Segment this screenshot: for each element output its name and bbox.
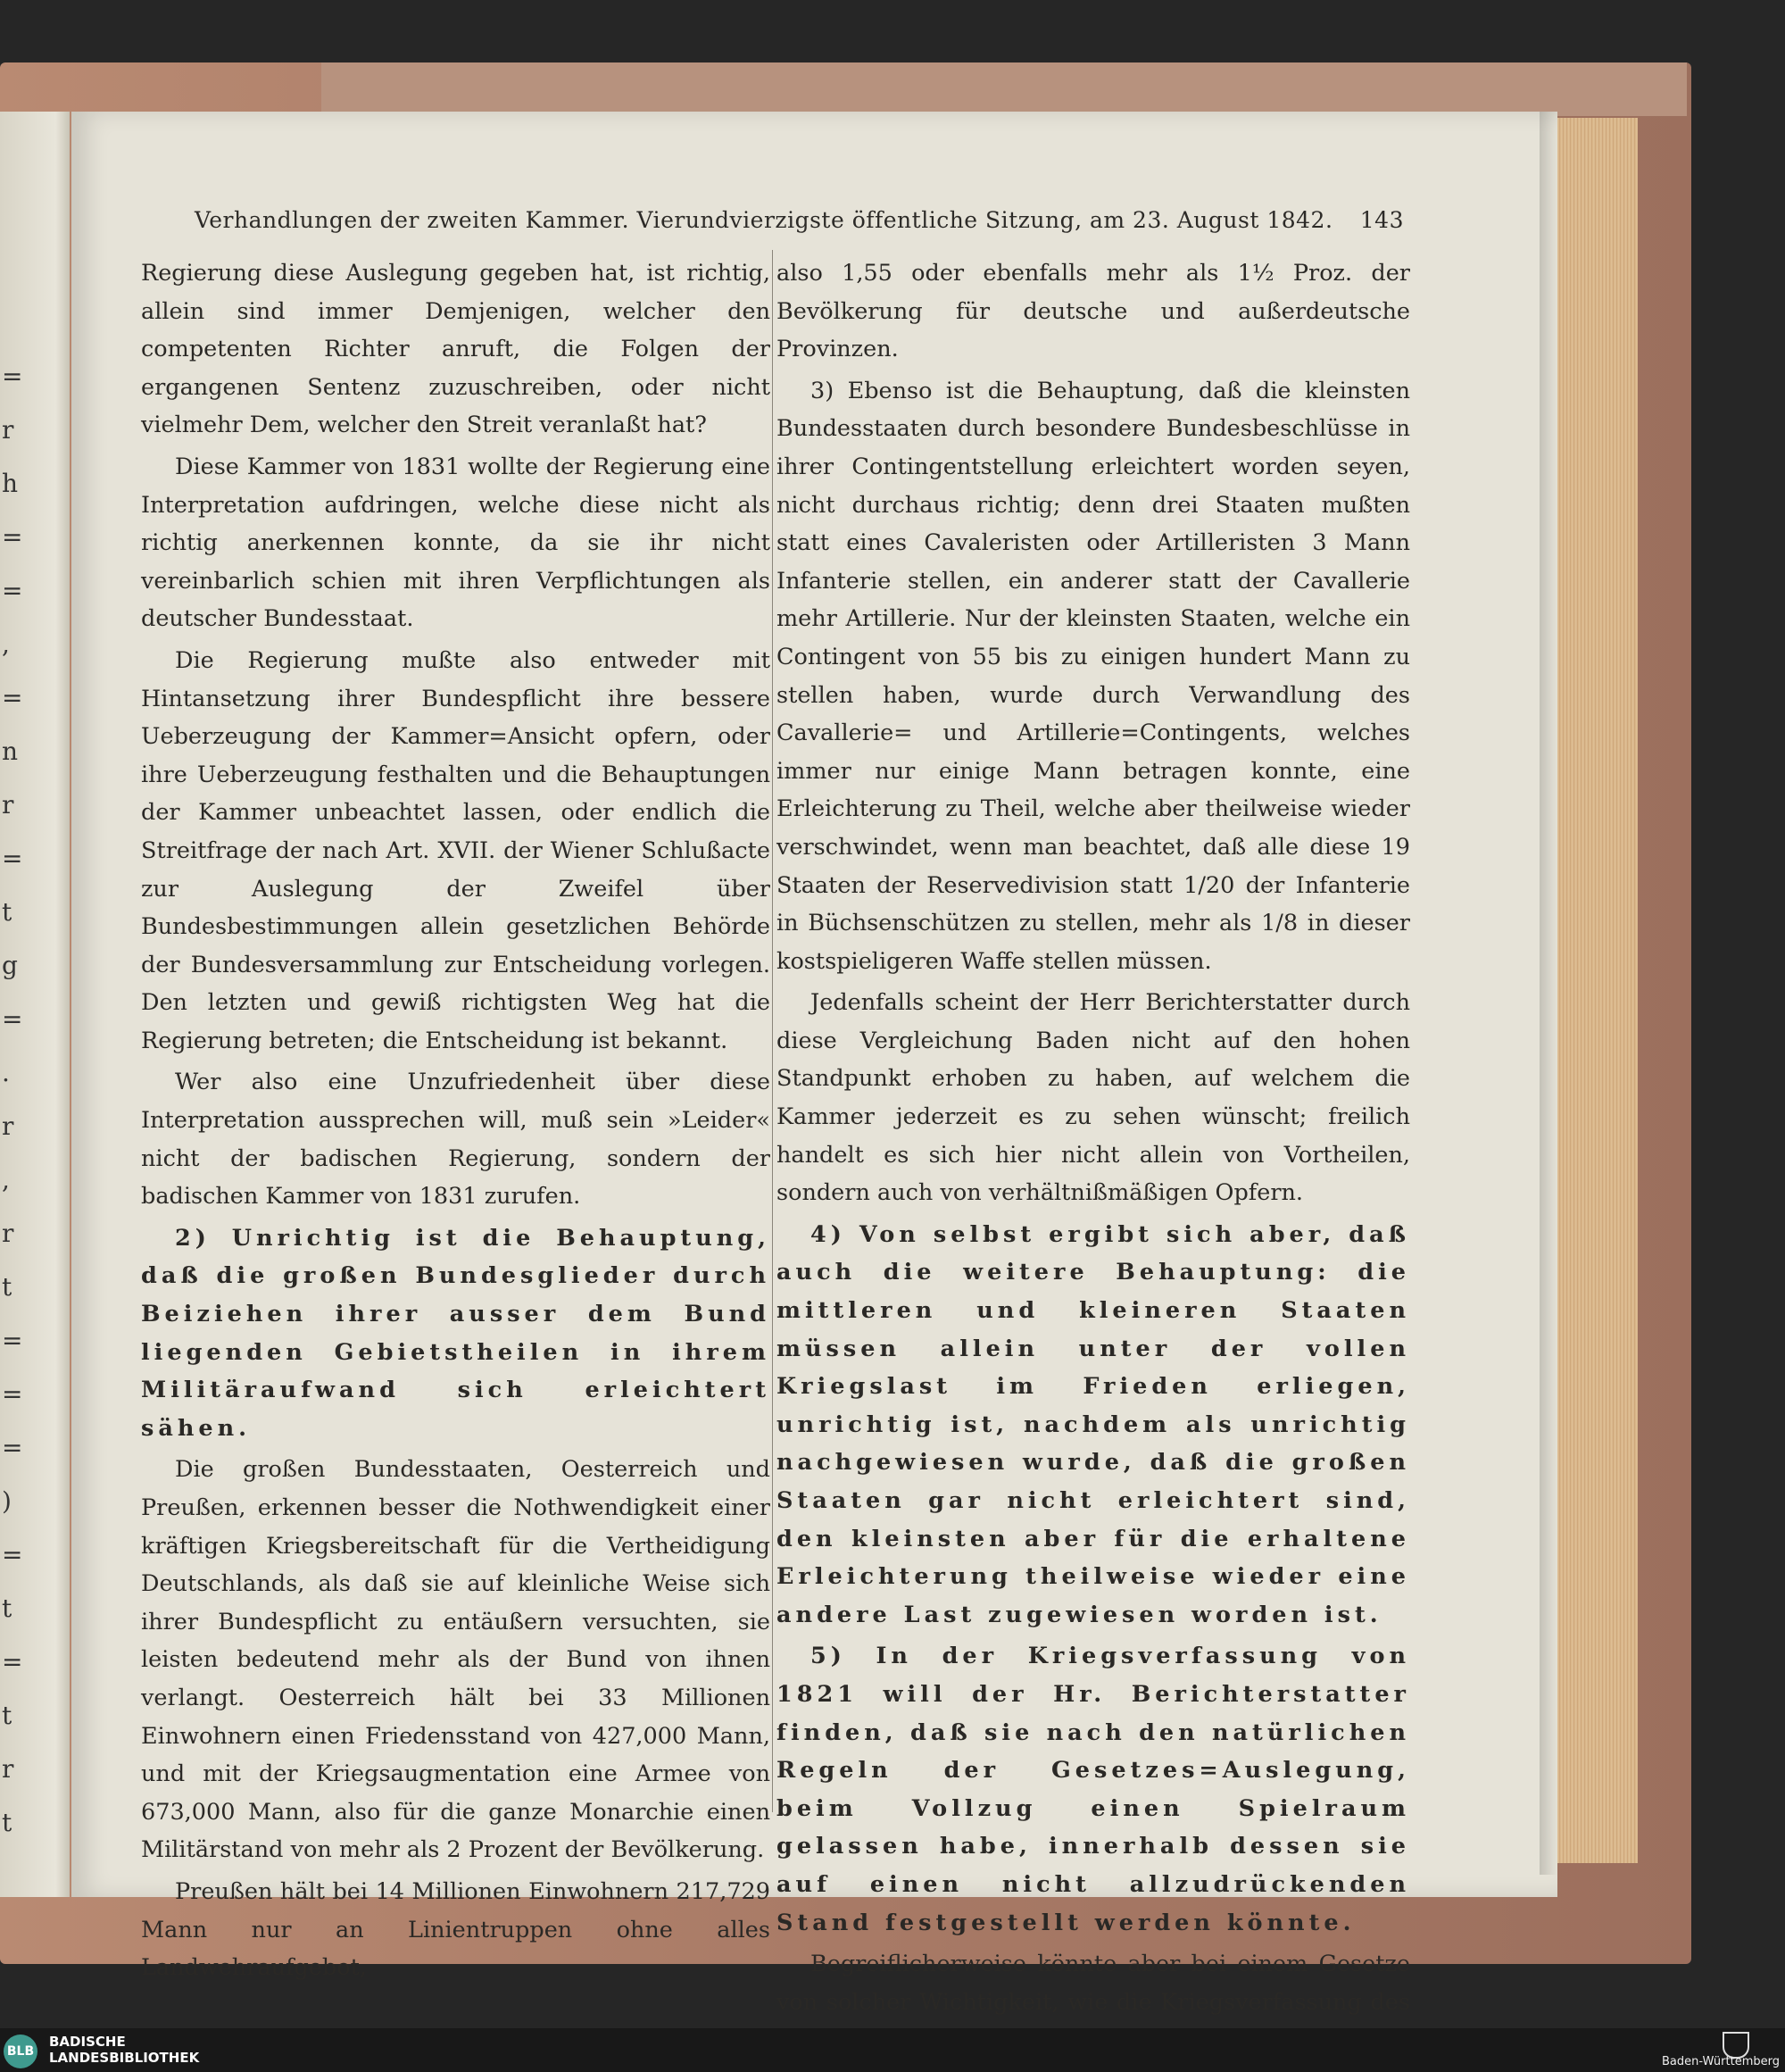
margin-character: = — [2, 1647, 23, 1677]
left-page-fragment — [0, 112, 70, 1897]
running-header — [195, 207, 1404, 243]
paragraph: Jedenfalls scheint der Herr Berichterstatter durch diese Vergleichung Baden nicht auf den hohen Standpunkt erhoben zu haben, auf welchem die Kammer jederzeit es zu sehen wünscht; freilich handelt es sich hier nicht allein von Vortheilen, sondern auch von verhältnißmäßigen Opfern. — [776, 989, 1410, 1207]
margin-character: = — [2, 844, 23, 873]
paragraph: also 1,55 oder ebenfalls mehr als 1½ Proz. der Bevölkerung für deutsche und außerdeutsche Provinzen. — [776, 260, 1410, 363]
paragraph-heading: 4) Von selbst ergibt sich aber, daß auch die weitere Behauptung: die mittleren und kleineren Staaten müssen allein unter der vollen Kriegslast im Frieden erliegen, unrichtig ist, nachdem als unrichtig nachgewiesen wurde, daß die großen Staaten gar nicht erleichtert sind, den kleinsten aber für die erhaltene Erleichterung theilweise wieder eine andere Last zugewiesen worden ist. — [776, 1220, 1410, 1628]
margin-character: t — [2, 897, 12, 927]
margin-character: r — [2, 415, 14, 445]
running-header-title: Verhandlungen der zweiten Kammer. Vierundvierzigste öffentliche Sitzung, am 23. August 1842. — [195, 207, 1333, 233]
book-cover-top-edge — [321, 62, 1687, 116]
margin-character: t — [2, 1272, 12, 1302]
blb-logo-icon[interactable] — [4, 2035, 37, 2068]
margin-character: r — [2, 1754, 14, 1784]
paragraph: Regierung diese Auslegung gegeben hat, ist richtig, allein sind immer Demjenigen, welcher den competenten Richter anruft, die Folgen der ergangenen Sentenz zuzuschreiben, oder nicht vielmehr Dem, welcher den Streit veranlaßt hat? — [141, 260, 770, 439]
margin-character: . — [2, 1058, 10, 1087]
margin-character: g — [2, 951, 18, 980]
blb-logo-text: BLB — [6, 2044, 35, 2059]
margin-character: t — [2, 1594, 12, 1623]
margin-character: t — [2, 1808, 12, 1837]
library-name[interactable] — [49, 2034, 272, 2066]
page-edges — [1553, 118, 1638, 1863]
library-name-line2: LANDESBIBLIOTHEK — [49, 2050, 200, 2066]
column-divider — [772, 250, 773, 1812]
page-shadow — [1540, 112, 1557, 1875]
paragraph: Wer also eine Unzufriedenheit über diese Interpretation aussprechen will, muß sein »Leider« nicht der badischen Regierung, sondern der badischen Kammer von 1831 zurufen. — [141, 1069, 770, 1211]
margin-character: n — [2, 736, 19, 766]
page-number: 143 — [1359, 207, 1404, 233]
paragraph: 3) Ebenso ist die Behauptung, daß die kleinsten Bundesstaaten durch besondere Bundesbeschlüsse in ihrer Contingentstellung erleichtert worden seyen, nicht durchaus richtig; denn drei Staaten mußten statt eines Cavaleristen oder Artilleristen 3 Mann Infanterie stellen, ein anderer statt der Cavallerie mehr Artillerie. Nur der kleinsten Staaten, welche ein Contingent von 55 bis zu einigen hundert Mann zu stellen haben, wurde durch Verwandlung des Cavallerie= und Artillerie=Contingents, welches immer nur einige Mann betragen konnte, eine Erleichterung zu Theil, welche aber theilweise wieder verschwindet, wenn man beachtet, daß alle diese 19 Staaten der Reservedivision statt 1/20 der Infanterie in Büchsenschützen zu stellen, mehr als 1/8 in dieser kostspieligeren Waffe stellen müssen. — [776, 377, 1410, 975]
margin-character: = — [2, 1004, 23, 1034]
margin-character: = — [2, 362, 23, 391]
margin-character: r — [2, 1111, 14, 1141]
paragraph: Begreiflicherweise könnte aber bei einem Gesetze von solcher Wichtigkeit, wie die Kriegsverfassung des — [776, 1951, 1410, 2016]
paragraph: Diese Kammer von 1831 wollte der Regierung eine Interpretation aufdringen, welche diese nicht als richtig anerkennen konnte, da sie ihr nicht vereinbarlich schien mit ihren Verpflichtungen als deutscher Bundesstaat. — [141, 453, 770, 633]
paragraph-heading: 2) Unrichtig ist die Behauptung, daß die großen Bundesglieder durch Beiziehen ihrer ausser dem Bund liegenden Gebietstheilen in ihrem Militäraufwand sich erleichtert sähen. — [141, 1224, 770, 1442]
text-column-left — [141, 254, 770, 1991]
margin-character: , — [2, 1165, 10, 1194]
margin-character: = — [2, 1540, 23, 1569]
paragraph-heading: 5) In der Kriegsverfassung von 1821 will der Hr. Berichterstatter finden, daß sie nach den natürlichen Regeln der Gesetzes=Auslegung, beim Vollzug einen Spielraum gelassen habe, innerhalb dessen sie auf einen nicht allzudrückenden Stand festgestellt werden könnte. — [776, 1643, 1410, 1936]
paragraph: Die großen Bundesstaaten, Oesterreich und Preußen, erkennen besser die Nothwendigkeit einer kräftigen Kriegsbereitschaft für die Vertheidigung Deutschlands, als daß sie auf kleinliche Weise sich ihrer Bundespflicht zu entäußern versuchten, sie leisten bedeutend mehr als der Bund von ihnen verlangt. Oesterreich hält bei 33 Millionen Einwohnern einen Friedensstand von 427,000 Mann, und mit der Kriegsaugmentation eine Armee von 673,000 Mann, also für die ganze Monarchie einen Militärstand von mehr als 2 Prozent der Bevölkerung. — [141, 1456, 770, 1864]
text-column-right — [776, 254, 1410, 2063]
margin-character: h — [2, 469, 19, 498]
paragraph: Preußen hält bei 14 Millionen Einwohnern 217,729 Mann nur an Linientruppen ohne alles Landwehraufgebot, — [141, 1877, 770, 1982]
left-page-margin-characters — [0, 362, 27, 1879]
margin-character: = — [2, 683, 23, 712]
margin-character: = — [2, 576, 23, 605]
margin-character: r — [2, 1219, 14, 1248]
margin-character: = — [2, 522, 23, 552]
margin-character: = — [2, 1379, 23, 1409]
partner-name[interactable]: Baden-Württemberg — [1662, 2055, 1780, 2068]
margin-character: r — [2, 790, 14, 820]
paragraph: Die Regierung mußte also entweder mit Hintansetzung ihrer Bundespflicht ihre bessere Ueberzeugung der Kammer=Ansicht opfern, oder ihre Ueberzeugung festhalten und die Behauptungen der Kammer unbeachtet lassen, oder endlich die Streitfrage der nach Art. XVII. der Wiener Schlußacte zur Auslegung der Zweifel über Bundesbestimmungen allein gesetzlichen Behörde der Bundesversammlung zur Entscheidung vorlegen. Den letzten und gewiß richtigsten Weg hat die Regierung betreten; die Entscheidung ist bekannt. — [141, 646, 770, 1054]
margin-character: ) — [2, 1486, 12, 1516]
margin-character: t — [2, 1701, 12, 1730]
margin-character: , — [2, 629, 10, 659]
margin-character: = — [2, 1433, 23, 1462]
viewer-footer — [0, 2028, 1785, 2072]
margin-character: = — [2, 1326, 23, 1355]
library-name-line1: BADISCHE — [49, 2034, 126, 2050]
